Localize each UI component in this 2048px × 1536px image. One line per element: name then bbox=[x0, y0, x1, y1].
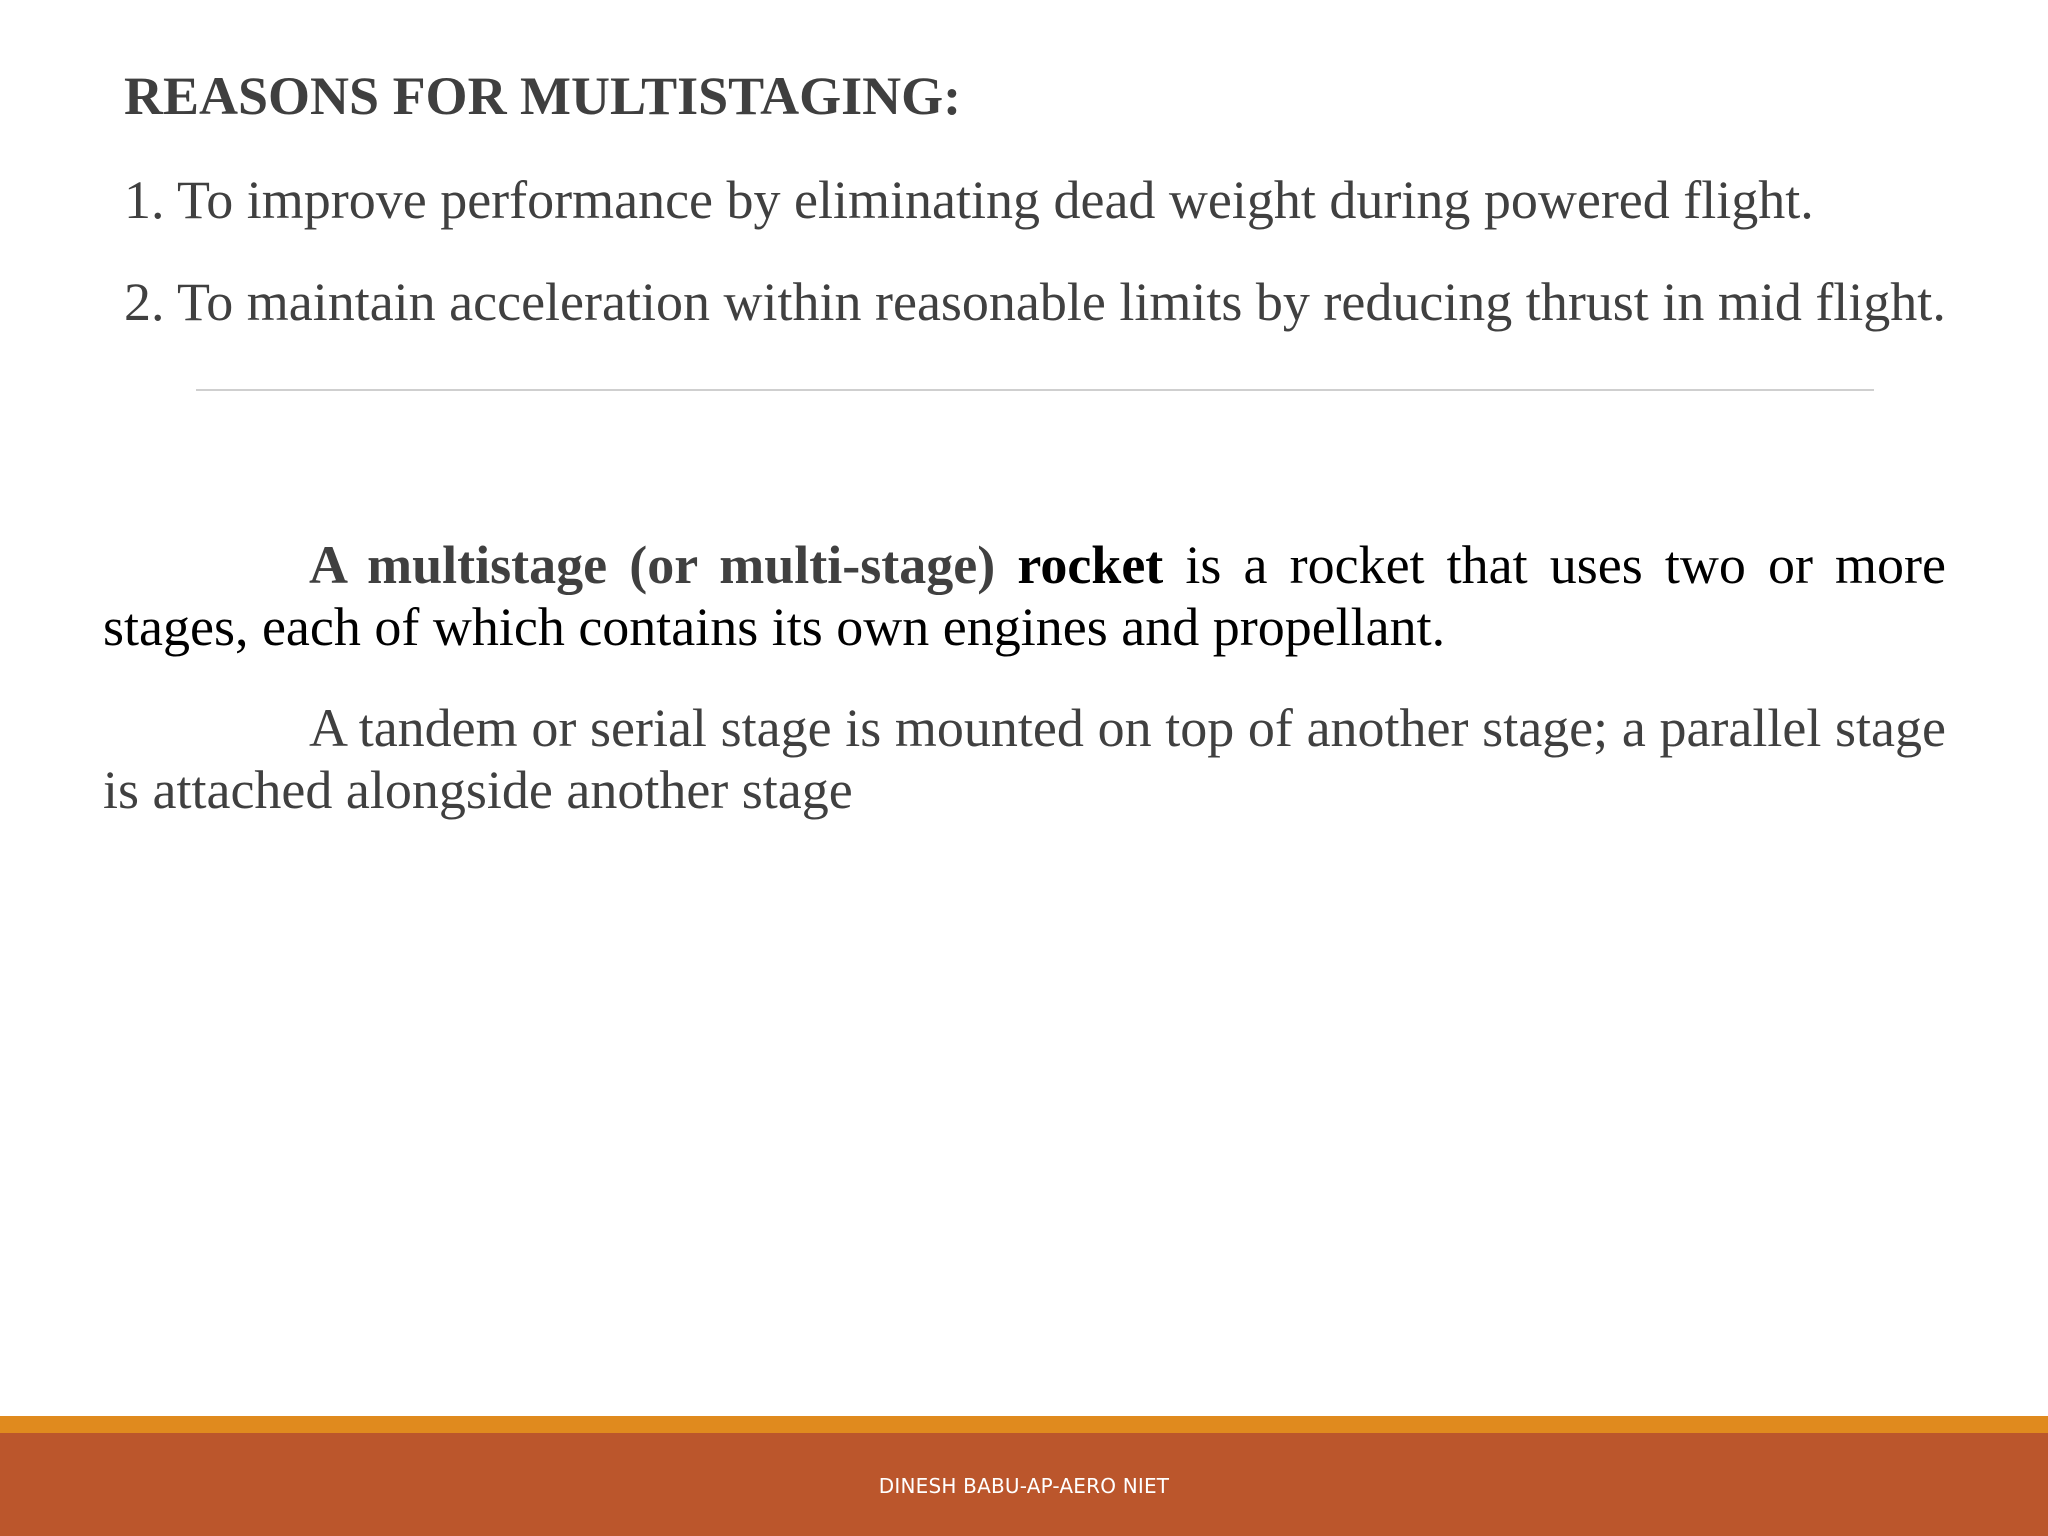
divider-line bbox=[196, 389, 1874, 391]
footer-author-text: DINESH BABU-AP-AERO NIET bbox=[878, 1474, 1170, 1498]
reason-item-2: 2. To maintain acceleration within reasonable limits by reducing thrust in mid flight. bbox=[124, 272, 1946, 332]
reason-item-1: 1. To improve performance by eliminating dead weight during powered flight. bbox=[124, 170, 1814, 230]
definition-paragraph bbox=[103, 534, 1946, 658]
definition-term: rocket bbox=[1017, 535, 1164, 595]
definition-lead: A multistage (or multi-stage) bbox=[309, 535, 1018, 595]
definition-rest: is a rocket that uses two or more stages, each of which contains its own engines and propellant. bbox=[103, 535, 1946, 657]
footer-accent-stripe bbox=[0, 1416, 2048, 1433]
staging-types-paragraph: A tandem or serial stage is mounted on top of another stage; a parallel stage is attached alongside another stage bbox=[103, 698, 1946, 820]
slide-heading: REASONS FOR MULTISTAGING: bbox=[124, 66, 962, 126]
